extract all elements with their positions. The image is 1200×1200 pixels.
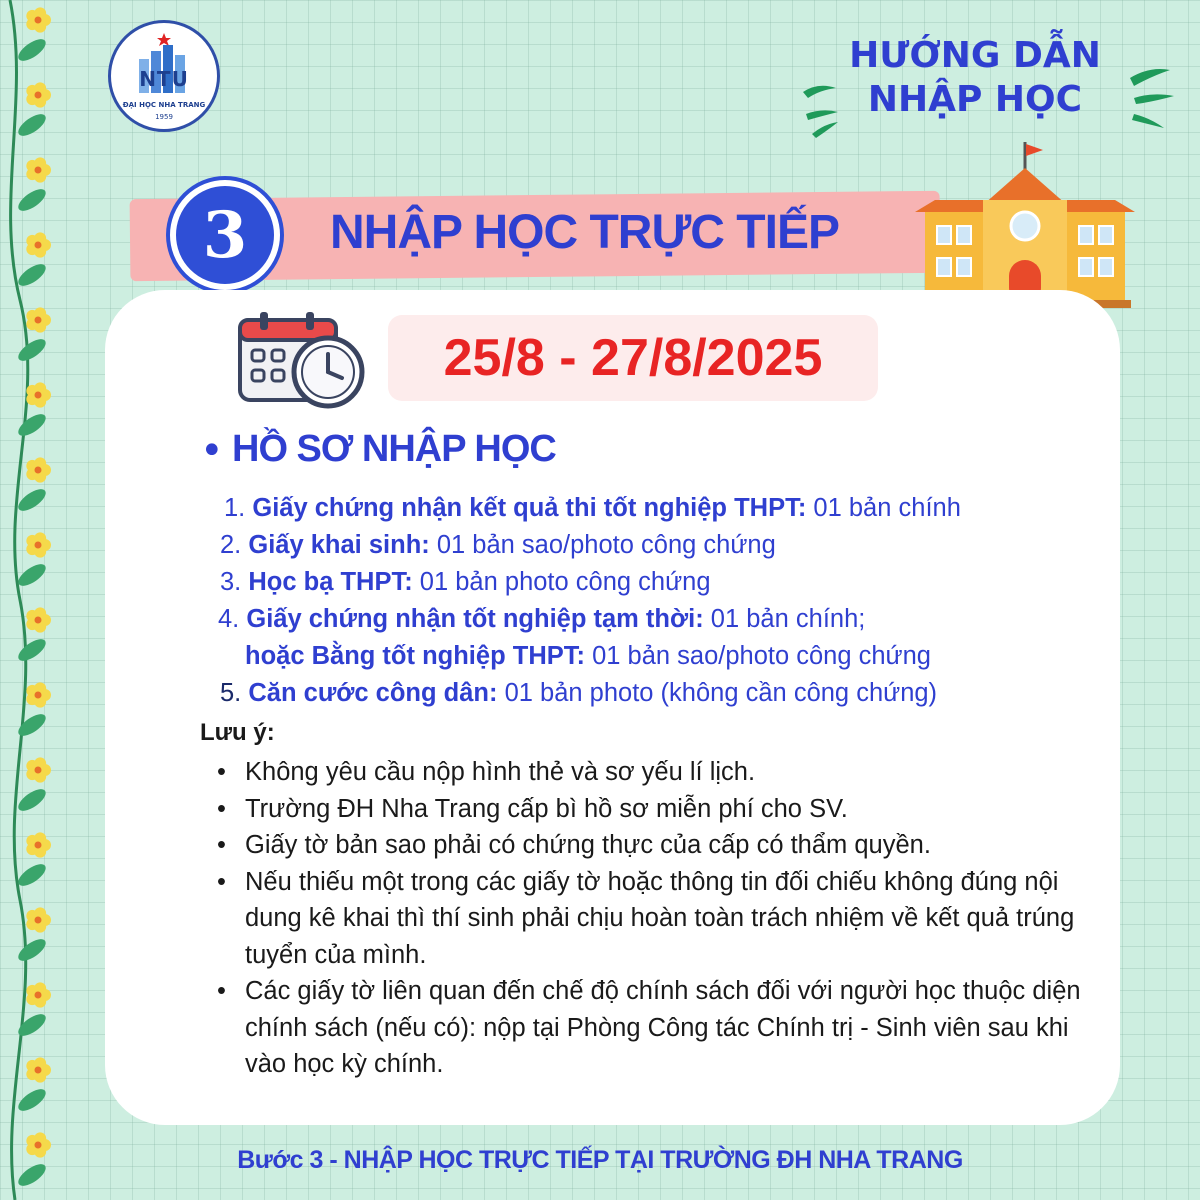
leaf-icon bbox=[15, 560, 49, 590]
flower-icon bbox=[26, 382, 51, 407]
leaf-icon bbox=[15, 410, 49, 440]
leaf-icon bbox=[15, 35, 49, 65]
ntu-logo bbox=[108, 20, 220, 132]
list-item bbox=[220, 531, 776, 560]
logo-full-name: ĐẠI HỌC NHA TRANG bbox=[122, 101, 206, 109]
flower-icon bbox=[26, 1057, 51, 1082]
flower-icon bbox=[26, 457, 51, 482]
item-label: Giấy chứng nhận tốt nghiệp tạm thời: bbox=[246, 605, 704, 633]
item-label: Giấy khai sinh: bbox=[248, 531, 430, 559]
item-label: Giấy chứng nhận kết quả thi tốt nghiệp THPT: bbox=[252, 494, 807, 522]
leaf-icon bbox=[15, 635, 49, 665]
list-item bbox=[220, 679, 937, 708]
item-detail: 01 bản chính; bbox=[703, 605, 866, 633]
bullet-dot: • bbox=[200, 428, 224, 474]
note-item: • Các giấy tờ liên quan đến chế độ chính sách đối với người học thuộc diện chính sách (nếu có): nộp tại Phòng Công tác Chính trị - Sinh viên sau khi vào học kỳ chính. bbox=[215, 973, 1095, 1083]
leaf-icon bbox=[15, 260, 49, 290]
item-number: 2. bbox=[220, 531, 242, 559]
step-number: 3 bbox=[202, 197, 248, 273]
list-item-continuation bbox=[245, 642, 931, 671]
leaf-icon bbox=[15, 785, 49, 815]
flower-icon bbox=[26, 982, 51, 1007]
item-number: 4. bbox=[218, 605, 240, 633]
list-item bbox=[218, 605, 865, 634]
guide-title-line1: HƯỚNG DẪN bbox=[849, 35, 1101, 76]
leaf-icon bbox=[15, 935, 49, 965]
flower-icon bbox=[26, 607, 51, 632]
leaf-icon bbox=[15, 860, 49, 890]
list-item bbox=[220, 568, 711, 597]
flower-icon bbox=[26, 682, 51, 707]
calendar-clock-icon bbox=[236, 312, 366, 412]
leaf-icon bbox=[15, 1085, 49, 1115]
flower-icon bbox=[26, 532, 51, 557]
logo-short-name: NTU bbox=[139, 67, 189, 91]
item-number: 1. bbox=[224, 494, 246, 522]
item-detail: 01 bản sao/photo công chứng bbox=[584, 642, 931, 670]
item-detail: 01 bản photo (không cần công chứng) bbox=[497, 679, 938, 707]
date-range-box bbox=[388, 315, 878, 401]
notes-list bbox=[215, 754, 1095, 1083]
note-item: • Trường ĐH Nha Trang cấp bì hồ sơ miễn phí cho SV. bbox=[215, 791, 1095, 828]
note-item: • Không yêu cầu nộp hình thẻ và sơ yếu lí lịch. bbox=[215, 754, 1095, 791]
item-number: 3. bbox=[220, 568, 242, 596]
flower-icon bbox=[26, 832, 51, 857]
guide-title bbox=[820, 34, 1130, 122]
leaf-icon bbox=[15, 110, 49, 140]
item-detail: 01 bản photo công chứng bbox=[412, 568, 711, 596]
step-title: NHẬP HỌC TRỰC TIẾP bbox=[330, 206, 839, 259]
flower-icon bbox=[26, 7, 51, 32]
item-detail: 01 bản sao/photo công chứng bbox=[429, 531, 776, 559]
list-item bbox=[224, 494, 961, 523]
item-label: Học bạ THPT: bbox=[248, 568, 413, 596]
flower-icon bbox=[26, 307, 51, 332]
flower-icon bbox=[26, 232, 51, 257]
flower-icon bbox=[26, 907, 51, 932]
note-item: • Giấy tờ bản sao phải có chứng thực của cấp có thẩm quyền. bbox=[215, 827, 1095, 864]
leaf-icon bbox=[15, 485, 49, 515]
guide-title-line2: NHẬP HỌC bbox=[867, 79, 1083, 120]
footer-caption: Bước 3 - NHẬP HỌC TRỰC TIẾP TẠI TRƯỜNG ĐH NHA TRANG bbox=[237, 1146, 963, 1174]
leaf-icon bbox=[15, 185, 49, 215]
flower-icon bbox=[26, 157, 51, 182]
item-detail: 01 bản chính bbox=[806, 494, 961, 522]
leaf-icon bbox=[15, 335, 49, 365]
documents-title: HỒ SƠ NHẬP HỌC bbox=[232, 428, 556, 470]
note-item: • Nếu thiếu một trong các giấy tờ hoặc thông tin đối chiếu không đúng nội dung kê khai thì thí sinh phải chịu hoàn toàn trách nhiệm về kết quả trúng tuyển của mình. bbox=[215, 864, 1095, 974]
school-building-icon bbox=[915, 140, 1135, 310]
flower-icon bbox=[26, 757, 51, 782]
date-range: 25/8 - 27/8/2025 bbox=[443, 329, 823, 387]
flower-icon bbox=[26, 82, 51, 107]
notes-title: Lưu ý: bbox=[200, 719, 275, 746]
item-number: 5. bbox=[220, 679, 242, 707]
logo-year: 1959 bbox=[155, 113, 173, 121]
item-label: hoặc Bằng tốt nghiệp THPT: bbox=[245, 642, 585, 670]
flower-vine-decoration bbox=[0, 0, 60, 1200]
item-label: Căn cước công dân: bbox=[248, 679, 498, 707]
step-number-badge bbox=[170, 180, 280, 290]
